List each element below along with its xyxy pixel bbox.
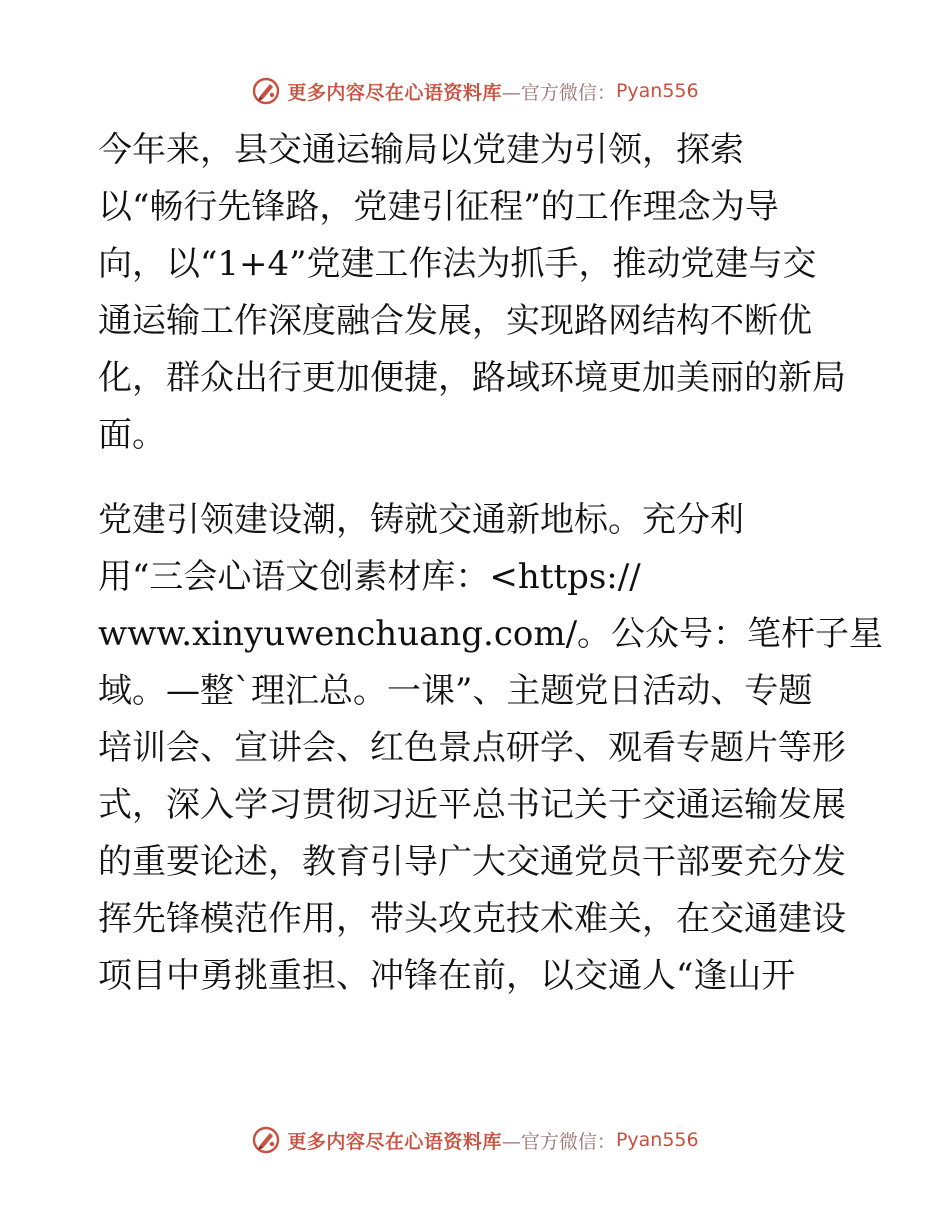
document-body (98, 122, 884, 1005)
header-wechat-label: —官方微信： (501, 81, 616, 104)
text-line: 式，深入学习贯彻习近平总书记关于交通运输发展 (98, 785, 846, 825)
paragraph-2 (98, 492, 884, 1005)
text-line: 向，以“1+4”党建工作法为抓手，推动党建与交 (98, 244, 817, 284)
text-line: 的重要论述，教育引导广大交通党员干部要充分发 (98, 842, 846, 882)
footer-site-name: 更多内容尽在心语资料库 (287, 1130, 502, 1153)
text-line: 今年来，县交通运输局以党建为引领，探索 (98, 130, 744, 170)
text-line: 化，群众出行更加便捷，路域环境更加美丽的新局 (98, 358, 846, 398)
text-line: 用“三会心语文创素材库：<https:// (98, 557, 641, 597)
pen-seal-logo-icon (251, 1125, 281, 1155)
header-watermark (0, 74, 950, 108)
footer-wechat-label: —官方微信： (501, 1130, 616, 1153)
text-line: 以“畅行先锋路，党建引征程”的工作理念为导 (98, 187, 779, 227)
footer-wechat-id: Pyan556 (615, 1129, 699, 1151)
text-line: 挥先锋模范作用，带头攻克技术难关，在交通建设 (98, 899, 846, 939)
text-line: 通运输工作深度融合发展，实现路网结构不断优 (98, 301, 812, 341)
text-line: 党建引领建设潮，铸就交通新地标。充分利 (98, 500, 744, 540)
pen-seal-logo-icon (251, 76, 281, 106)
header-wechat-id: Pyan556 (615, 80, 699, 102)
text-line: 项目中勇挑重担、冲锋在前，以交通人“逢山开 (98, 956, 796, 996)
text-line: 培训会、宣讲会、红色景点研学、观看专题片等形 (98, 728, 846, 768)
text-line: www.xinyuwenchuang.com/。公众号：笔杆子星 (98, 614, 884, 654)
header-site-name: 更多内容尽在心语资料库 (287, 81, 502, 104)
paragraph-1 (98, 122, 858, 464)
text-line: 面。 (98, 415, 166, 455)
footer-watermark (0, 1123, 950, 1157)
text-line: 域。—整`理汇总。一课”、主题党日活动、专题 (98, 671, 813, 711)
